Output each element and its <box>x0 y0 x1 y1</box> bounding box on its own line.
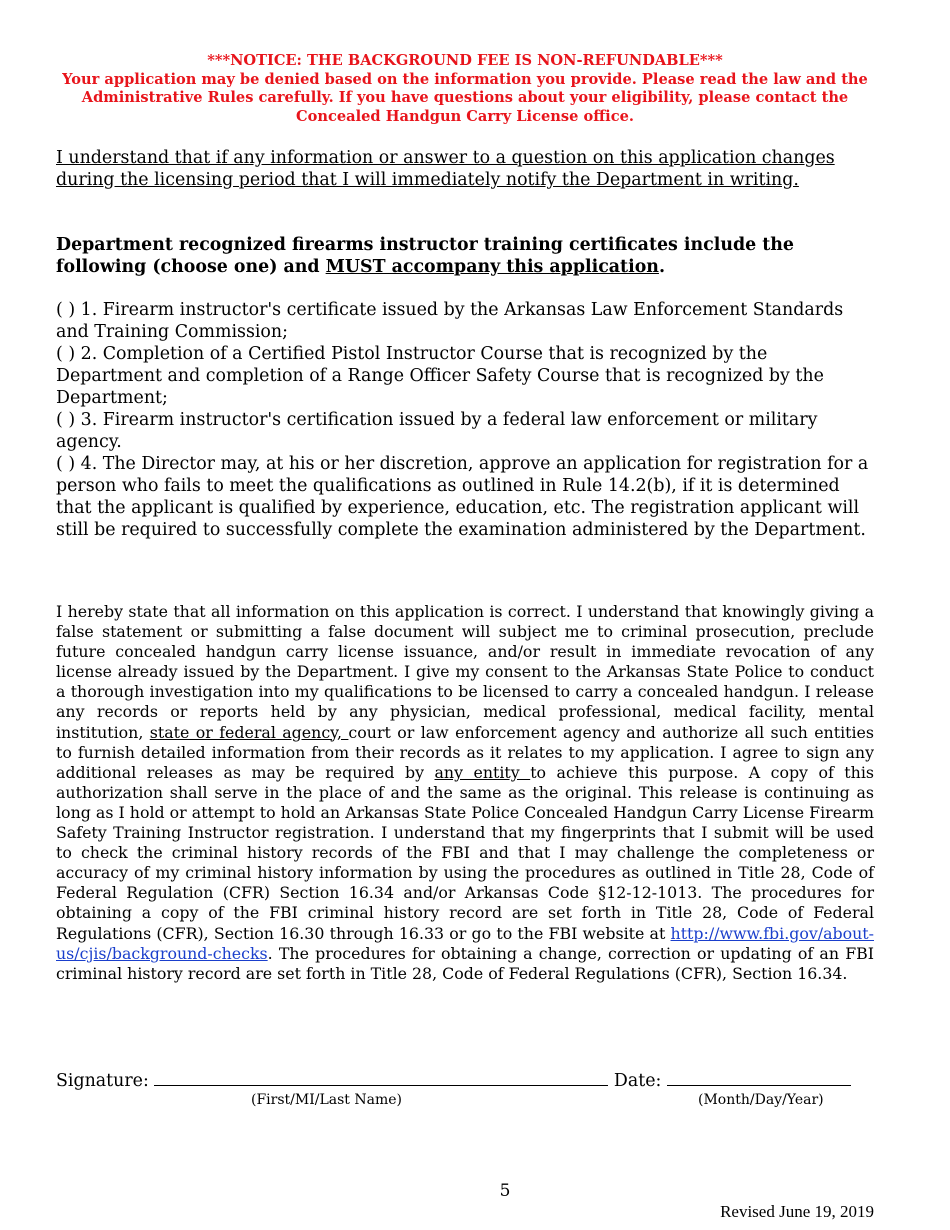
notice-block <box>56 52 874 126</box>
certificates-heading-period: . <box>658 257 666 277</box>
date-label: Date: <box>613 1071 662 1091</box>
notice-fee-line: ***NOTICE: THE BACKGROUND FEE IS NON-REFUNDABLE*** <box>207 52 723 69</box>
revised-date: Revised June 19, 2019 <box>720 1202 874 1221</box>
date-field[interactable] <box>667 1068 851 1086</box>
date-format-hint: (Month/Day/Year) <box>698 1092 824 1108</box>
page-number: 5 <box>499 1181 511 1201</box>
notice-denial-text: Your application may be denied based on the information you provide. Please read the law and the Administrative Rules carefully. If you have questions about your eligibility, please contact the Concealed Handgun Carry License office. <box>62 70 868 125</box>
certificates-heading-text: Department recognized firearms instructor training certificates include the following (choose one) and <box>56 235 794 277</box>
consent-text-2: court or law enforcement agency and authorize all such entities to furnish detailed information from their records as it relates to my application. I agree to sign any additional releases as may be required by <box>56 722 874 782</box>
notify-department-statement: I understand that if any information or answer to a question on this application changes during the licensing period that I will immediately notify the Department in writing. <box>56 148 835 190</box>
consent-underline-agency: state or federal agency, <box>149 722 349 742</box>
signature-label: Signature: <box>56 1071 149 1091</box>
signature-name-hint: (First/MI/Last Name) <box>251 1092 402 1108</box>
certificate-option-2[interactable]: ( ) 2. Completion of a Certified Pistol Instructor Course that is recognized by the Department and completion of a Range Officer Safety Course that is recognized by the Department; <box>56 344 824 408</box>
consent-statement <box>56 602 874 984</box>
certificates-heading-must: MUST accompany this application <box>325 257 659 277</box>
certificates-heading <box>56 234 886 278</box>
consent-text-4: . The procedures for obtaining a change, correction or updating of an FBI criminal history record are set forth in Title 28, Code of Federal Regulations (CFR), Section 16.34. <box>56 943 874 983</box>
certificate-options <box>56 299 874 541</box>
consent-underline-entity: any entity <box>434 762 531 782</box>
signature-row <box>56 1068 886 1092</box>
consent-text-1: I hereby state that all information on this application is correct. I understand that knowingly giving a false statement or submitting a false document will subject me to criminal prosecution, preclude future concealed handgun carry license issuance, and/or result in immediate revocation of any license already issued by the Department. I give my consent to the Arkansas State Police to conduct a thorough investigation into my qualifications to be licensed to carry a concealed handgun. I release any records or reports held by any physician, medical professional, medical facility, mental institution, <box>56 602 874 742</box>
certificate-option-1[interactable]: ( ) 1. Firearm instructor's certificate issued by the Arkansas Law Enforcement Standards and Training Commission; <box>56 300 844 342</box>
certificate-option-3[interactable]: ( ) 3. Firearm instructor's certification issued by a federal law enforcement or military agency. <box>56 410 818 452</box>
fbi-background-checks-link[interactable]: http://www.fbi.gov/about-us/cjis/background-checks <box>56 923 874 963</box>
signature-field[interactable] <box>154 1068 608 1086</box>
certificate-option-4[interactable]: ( ) 4. The Director may, at his or her discretion, approve an application for registration for a person who fails to meet the qualifications as outlined in Rule 14.2(b), if it is determined that the applicant is qualified by experience, education, etc. The registration applicant will still be required to successfully complete the examination administered by the Department. <box>56 454 869 540</box>
consent-text-3: to achieve this purpose. A copy of this authorization shall serve in the place of and the same as the original. This release is continuing as long as I hold or attempt to hold an Arkansas State Police Concealed Handgun Carry License Firearm Safety Training Instructor registration. I understand that my fingerprints that I submit will be used to check the criminal history records of the FBI and that I may challenge the completeness or accuracy of my criminal history information by using the procedures as outlined in Title 28, Code of Federal Regulation (CFR) Section 16.34 and/or Arkansas Code §12-12-1013. The procedures for obtaining a copy of the FBI criminal history record are set forth in Title 28, Code of Federal Regulations (CFR), Section 16.30 through 16.33 or go to the FBI website at <box>56 762 874 943</box>
